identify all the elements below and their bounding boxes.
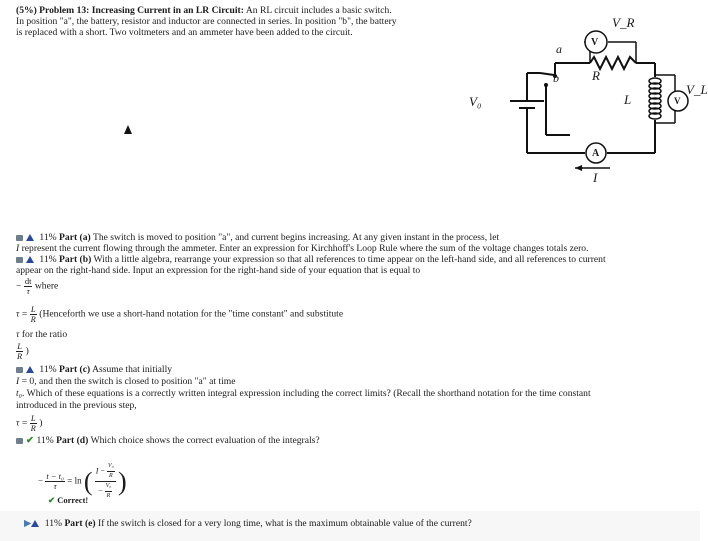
tau-recall: τ = $\frac{L}{R}$ ) [16, 413, 43, 433]
part-b-label: Part (b) [59, 254, 92, 265]
label-i: I [593, 170, 598, 185]
part-e-percent: 11% [44, 518, 63, 529]
flag-icon [16, 257, 23, 263]
problem-prefix: (5%) Problem 13: [16, 5, 90, 16]
part-c-line3: t₀. Which of these equations is a correctly written integral expression including the correct limits? (Recall the shorthand notation for the time constant [16, 388, 591, 399]
part-e-label: Part (e) [64, 518, 96, 529]
current-symbol: I [16, 243, 20, 254]
problem-line2: In position "a", the battery, resistor and inductor are connected in series. In position "b", the battery [16, 16, 397, 27]
part-e-header[interactable] [24, 518, 472, 529]
part-c-text1: Assume that initially [92, 364, 173, 375]
dt-fraction: $\frac{dt}{\tau}$ [24, 276, 32, 296]
l-over-r-fraction: $\frac{L}{R}$ [30, 304, 36, 324]
voltmeter-r-label: V [591, 37, 599, 48]
correct-message [48, 495, 88, 506]
label-b: b [553, 71, 559, 85]
part-a-label: Part (a) [59, 232, 91, 243]
part-b-henceforth: (Henceforth we use a short-hand notation for the "time constant" and substitute [39, 308, 344, 320]
inductor-symbol [649, 78, 661, 119]
part-a-header[interactable] [16, 232, 499, 243]
part-c-text3: Which of these equations is a correctly written integral expression including the correct limits? (Recall the shorthand notation for the time constant [26, 388, 591, 399]
part-c-line2: I = 0, and then the switch is closed to position "a" at time [16, 376, 236, 387]
expand-arrow-icon[interactable]: ▶ [24, 518, 32, 529]
part-c-text4: introduced in the previous step, [16, 400, 137, 411]
part-a-text1: The switch is moved to position "a", and current begins increasing. At any given instant in the process, let [92, 232, 500, 243]
tau-definition: τ = $\frac{L}{R}$ (Henceforth we use a short-hand notation for the "time constant" and substitute [16, 304, 344, 324]
problem-line3: is replaced with a short. Two voltmeters and an ammeter have been added to the circuit. [16, 27, 353, 38]
flag-icon [16, 438, 23, 444]
part-b-where: where [34, 280, 59, 292]
check-icon: ✔ [48, 495, 56, 505]
dt-over-tau: − $\frac{dt}{\tau}$ where [16, 276, 59, 296]
part-b-text2: appear on the right-hand side. Input an expression for the right-hand side of your equation that is equal to [16, 265, 421, 276]
part-c-header[interactable] [16, 364, 172, 375]
part-e-text: If the switch is closed for a very long time, what is the maximum obtainable value of the current? [98, 518, 472, 529]
part-c-label: Part (c) [59, 364, 91, 375]
label-vl: V_L [686, 82, 708, 97]
label-v0: V₀ [469, 94, 482, 109]
part-c-text2: = 0, and then the switch is closed to position "a" at time [21, 376, 236, 387]
correct-label: Correct! [57, 495, 89, 505]
part-a-text2: represent the current flowing through the ammeter. Enter an expression for Kirchhoff's Loop Rule where the sum of the voltage changes totals zero. [21, 243, 589, 254]
integral-evaluation: − $\frac{\text{t − t₀}}{\tau}$ = ln ( I − $\frac{\text{V₀}}{R}$ − $\frac{\text{V₀}}{R}$ ) [38, 463, 127, 499]
ammeter-label: A [592, 148, 600, 159]
problem-title: Increasing Current in an LR Circuit: [91, 5, 244, 16]
circuit-diagram [460, 5, 700, 190]
part-d-header[interactable] [16, 435, 320, 446]
warning-icon [26, 366, 34, 373]
tau-for-ratio: τ for the ratio [16, 329, 68, 340]
part-b-header[interactable] [16, 254, 606, 265]
voltmeter-l-label: V [674, 96, 681, 106]
part-d-percent: 11% [36, 435, 54, 446]
mouse-cursor-icon [124, 125, 132, 134]
warning-icon [26, 234, 34, 241]
part-a-line2 [16, 243, 588, 254]
problem-header-line1 [16, 5, 392, 16]
flag-icon [16, 235, 23, 241]
part-d-text: Which choice shows the correct evaluation of the integrals? [90, 435, 320, 446]
label-l: L [624, 92, 632, 107]
label-vr: V_R [612, 15, 635, 30]
part-d-label: Part (d) [56, 435, 89, 446]
problem-intro: An RL circuit includes a basic switch. [245, 5, 392, 16]
label-a: a [556, 42, 562, 56]
warning-icon [31, 520, 39, 527]
part-b-text1: With a little algebra, rearrange your expression so that all references to time appear on the left-hand side, and all references to current [93, 254, 606, 265]
checkmark-icon: ✔ [26, 435, 35, 446]
part-b-for-ratio: for the ratio [21, 329, 68, 340]
part-a-percent: 11% [39, 232, 57, 243]
battery-symbol [510, 101, 544, 108]
flag-icon [16, 367, 23, 373]
ratio-fraction: $\frac{L}{R}$ ) [17, 341, 29, 361]
part-b-percent: 11% [39, 254, 57, 265]
warning-icon [26, 256, 34, 263]
part-c-percent: 11% [39, 364, 57, 375]
label-r: R [592, 68, 600, 83]
